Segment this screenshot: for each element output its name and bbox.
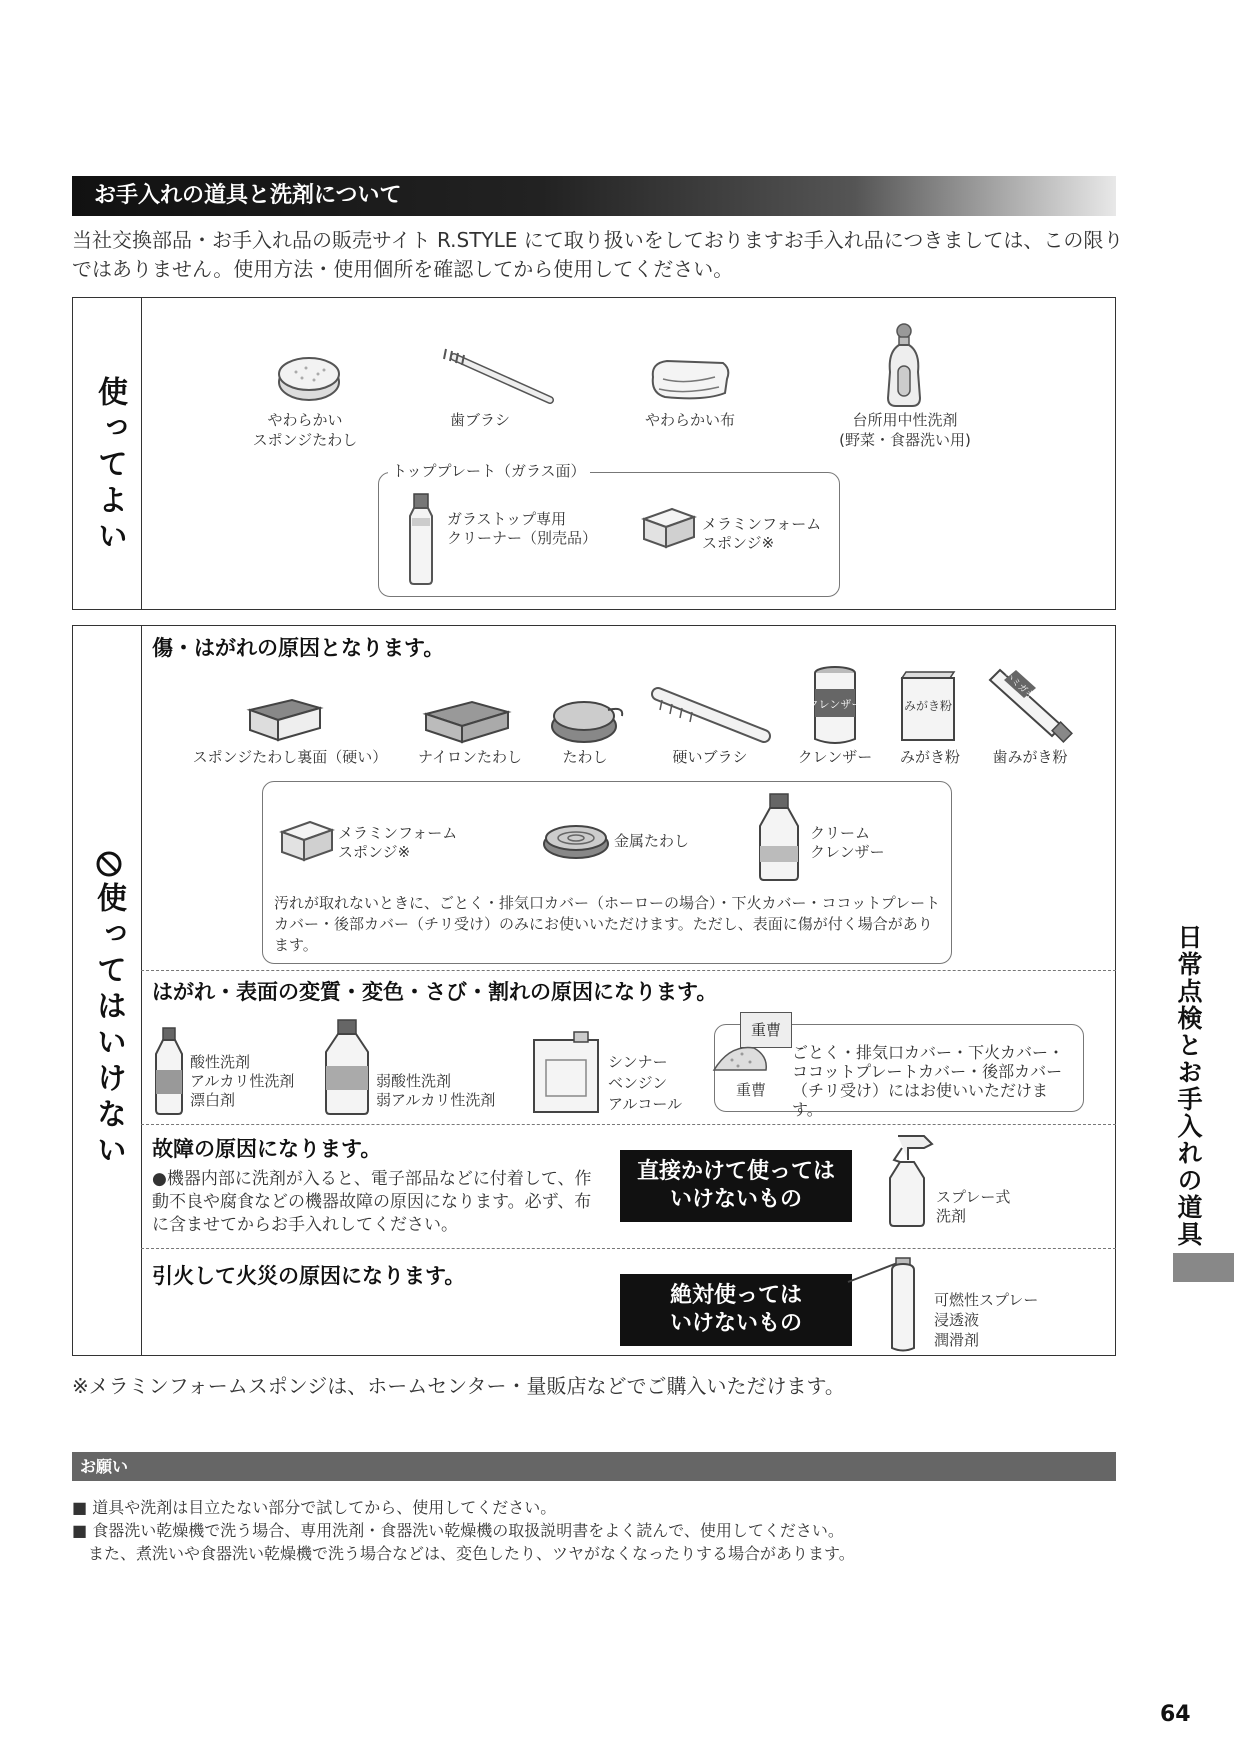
toothbrush-icon bbox=[440, 345, 560, 405]
discolor-item-label-2: シンナー ベンジン アルコール bbox=[608, 1053, 683, 1113]
footnote: ※メラミンフォームスポンジは、ホームセンター・量販店などでご購入いただけます。 bbox=[72, 1374, 845, 1398]
damage-heading: 傷・はがれの原因となります。 bbox=[152, 636, 445, 660]
fire-item-label: 可燃性スプレー 浸透液 潤滑剤 bbox=[934, 1291, 1039, 1349]
spray-bottle-icon bbox=[884, 1132, 940, 1228]
discolor-heading: はがれ・表面の変質・変色・さび・割れの原因になります。 bbox=[152, 980, 718, 1004]
exception-note: 汚れが取れないときに、ごとく・排気口カバー（ホーローの場合）・下火カバー・ココットプレートカバー・後部カバー（チリ受け）のみにお使いいただけます。ただし、表面に傷が付く場合があります。 bbox=[274, 894, 941, 954]
cleaner-bottle-icon bbox=[404, 492, 438, 586]
request-bullets bbox=[72, 1496, 855, 1565]
damage-item-label-1: ナイロンたわし bbox=[418, 748, 522, 766]
damage-item-label-5: みがき粉 bbox=[899, 748, 960, 766]
exception-item-label-0: メラミンフォーム スポンジ※ bbox=[338, 824, 458, 861]
fire-heading: 引火して火災の原因になります。 bbox=[152, 1264, 466, 1288]
side-tab-title: 日常点検とお手入れの道具 bbox=[1174, 924, 1203, 1248]
ok-item-label-detergent: 台所用中性洗剤 (野菜・食器洗い用) bbox=[839, 411, 971, 449]
exception-item-label-1: 金属たわし bbox=[614, 832, 690, 850]
cleanser-can-icon bbox=[807, 665, 863, 747]
section-divider bbox=[141, 1124, 1116, 1125]
topplate-item-label-melamine: メラミンフォーム スポンジ※ bbox=[702, 515, 822, 552]
prohibited-icon bbox=[95, 850, 123, 878]
damage-item-label-3: 硬いブラシ bbox=[672, 748, 748, 766]
ok-item-label-cloth: やわらかい布 bbox=[644, 411, 735, 429]
request-title: お願い bbox=[80, 1457, 129, 1476]
cleanser-can-print: クレンザー bbox=[807, 698, 863, 711]
toothpaste-icon bbox=[986, 666, 1076, 742]
page-number: 64 bbox=[1160, 1702, 1191, 1727]
damage-item-label-4: クレンザー bbox=[797, 748, 873, 766]
damage-item-label-0: スポンジたわし裏面（硬い） bbox=[192, 748, 388, 766]
acid-bottle-icon bbox=[152, 1026, 186, 1116]
side-tab-marker bbox=[1173, 1253, 1234, 1282]
scrub-brush-icon bbox=[548, 692, 628, 748]
hard-brush-icon bbox=[652, 684, 772, 744]
topplate-item-label-cleaner: ガラストップ専用 クリーナー（別売品） bbox=[447, 510, 598, 547]
request-bullet: ■ 食器洗い乾燥機で洗う場合、専用洗剤・食器洗い乾燥機の取扱説明書をよく読んで、使用してください。 bbox=[72, 1521, 844, 1540]
solvent-can-icon bbox=[530, 1030, 604, 1114]
melamine-sponge-icon bbox=[278, 818, 336, 864]
failure-heading: 故障の原因になります。 bbox=[152, 1137, 382, 1161]
request-title-bar bbox=[72, 1452, 1116, 1481]
section-title: お手入れの道具と洗剤について bbox=[94, 183, 402, 208]
baking-soda-pile-text: 重曹 bbox=[736, 1081, 767, 1099]
fire-badge: 絶対使っては いけないもの bbox=[620, 1274, 852, 1346]
discolor-item-label-0: 酸性洗剤 アルカリ性洗剤 漂白剤 bbox=[190, 1053, 295, 1109]
damage-item-label-2: たわし bbox=[562, 748, 608, 766]
hard-sponge-icon bbox=[246, 694, 324, 748]
nylon-scrubber-icon bbox=[422, 696, 512, 748]
intro-text: 当社交換部品・お手入れ品の販売サイト R.STYLE にて取り扱いをしておりますお手入れ品につきましては、この限りではありません。使用方法・使用個所を確認してから使用してください。 bbox=[72, 228, 1124, 281]
ok-label: 使ってよい bbox=[92, 376, 127, 556]
baking-soda-note: ごとく・排気口カバー・下火カバー・ココットプレートカバー・後部カバー（チリ受け）にはお使いいただけます。 bbox=[792, 1043, 1065, 1119]
weak-acid-bottle-icon bbox=[322, 1018, 372, 1116]
baking-soda-box-text: 重曹 bbox=[750, 1021, 781, 1039]
toothpaste-print: ハミガキ bbox=[1002, 670, 1036, 702]
cream-cleanser-icon bbox=[756, 792, 802, 882]
damage-item-label-6: 歯みがき粉 bbox=[992, 748, 1068, 766]
sponge-icon bbox=[274, 352, 344, 404]
exception-item-label-2: クリーム クレンザー bbox=[810, 824, 885, 861]
baking-soda-pile-icon bbox=[710, 1040, 770, 1074]
metal-scrubber-icon bbox=[540, 818, 612, 862]
aerosol-can-icon bbox=[844, 1254, 924, 1354]
ok-item-label-toothbrush: 歯ブラシ bbox=[449, 411, 510, 429]
request-bullet: ■ 道具や洗剤は目立たない部分で試してから、使用してください。 bbox=[72, 1498, 557, 1517]
request-bullet: また、煮洗いや食器洗い乾燥機で洗う場合などは、変色したり、ツヤがなくなったりする場合があります。 bbox=[72, 1544, 855, 1563]
detergent-bottle-icon bbox=[884, 322, 924, 408]
melamine-sponge-icon bbox=[640, 505, 698, 551]
powder-print: みがき粉 bbox=[903, 699, 953, 713]
ng-label: 使ってはいけない bbox=[91, 882, 126, 1170]
cloth-icon bbox=[645, 355, 735, 403]
failure-item-label: スプレー式 洗剤 bbox=[936, 1188, 1011, 1225]
section-divider bbox=[141, 1248, 1116, 1249]
topplate-title: トッププレート（ガラス面） bbox=[388, 462, 590, 481]
discolor-item-label-1: 弱酸性洗剤 弱アルカリ性洗剤 bbox=[376, 1072, 496, 1109]
section-divider bbox=[141, 970, 1116, 971]
polishing-powder-icon bbox=[898, 668, 958, 744]
section-title-bar bbox=[72, 176, 1116, 216]
failure-bullet: ●機器内部に洗剤が入ると、電子部品などに付着して、作動不良や腐食などの機器故障の原因になります。必ず、布に含ませてからお手入れしてください。 bbox=[152, 1169, 592, 1235]
failure-badge: 直接かけて使っては いけないもの bbox=[620, 1150, 852, 1222]
ok-item-label-sponge: やわらかい スポンジたわし bbox=[252, 411, 358, 449]
